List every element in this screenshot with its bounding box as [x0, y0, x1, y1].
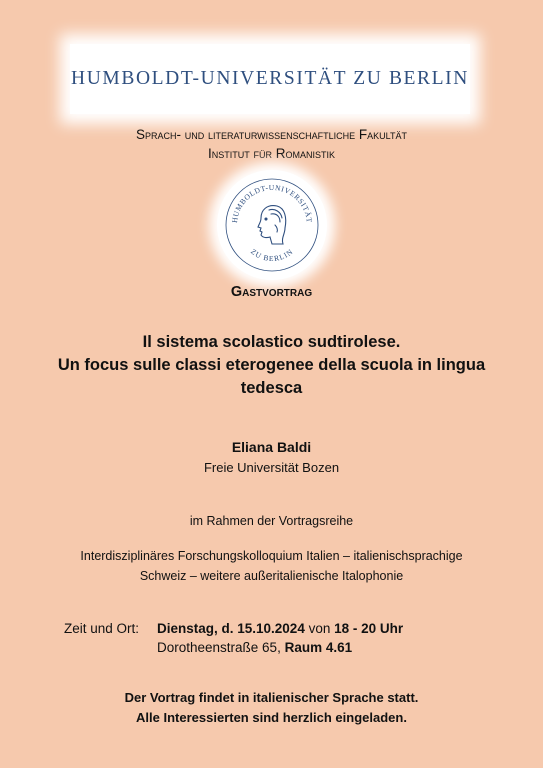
university-banner — [70, 44, 470, 114]
talk-title-line-1: Il sistema scolastico sudtirolese. — [142, 333, 401, 351]
speaker-name: Eliana Baldi — [231, 439, 312, 455]
talk-title-line-3: tedesca — [240, 379, 303, 397]
time-place-label: Zeit und Ort: — [64, 621, 140, 636]
series-name-line-1: Interdisziplinäres Forschungskolloquium Italien – italienischsprachige — [80, 549, 463, 563]
series-intro: im Rahmen der Vortragsreihe — [189, 514, 354, 528]
university-seal-logo — [217, 170, 327, 280]
seal-graphic — [217, 170, 327, 280]
speaker-affiliation: Freie Universität Bozen — [203, 460, 340, 475]
talk-title-line-2: Un focus sulle classi eterogenee della scuola in lingua — [57, 356, 486, 374]
invitation-note: Alle Interessierten sind herzlich eingeladen. — [136, 710, 407, 725]
institute-name: Institut für Romanistik — [208, 146, 335, 161]
event-time: 18 - 20 Uhr — [334, 621, 404, 636]
svg-text:ZU BERLIN: ZU BERLIN — [248, 246, 296, 264]
svg-text:HUMBOLDT-UNIVERSITÄT: HUMBOLDT-UNIVERSITÄT — [229, 182, 314, 224]
location-line — [157, 640, 352, 655]
event-date: Dienstag, d. 15.10.2024 — [157, 621, 305, 636]
event-type-heading: Gastvortrag — [230, 284, 313, 300]
series-name-line-2: Schweiz – weitere außeritalienische Italophonie — [139, 569, 404, 583]
from-word: von — [304, 621, 335, 636]
event-room: Raum 4.61 — [284, 640, 353, 655]
date-time-line — [157, 621, 403, 636]
language-note: Der Vortrag findet in italienischer Sprache statt. — [124, 690, 419, 705]
university-name: HUMBOLDT-UNIVERSITÄT ZU BERLIN — [71, 68, 469, 89]
faculty-name: Sprach- und literaturwissenschaftliche Fakultät — [135, 127, 408, 142]
event-address: Dorotheenstraße 65, — [157, 640, 285, 655]
